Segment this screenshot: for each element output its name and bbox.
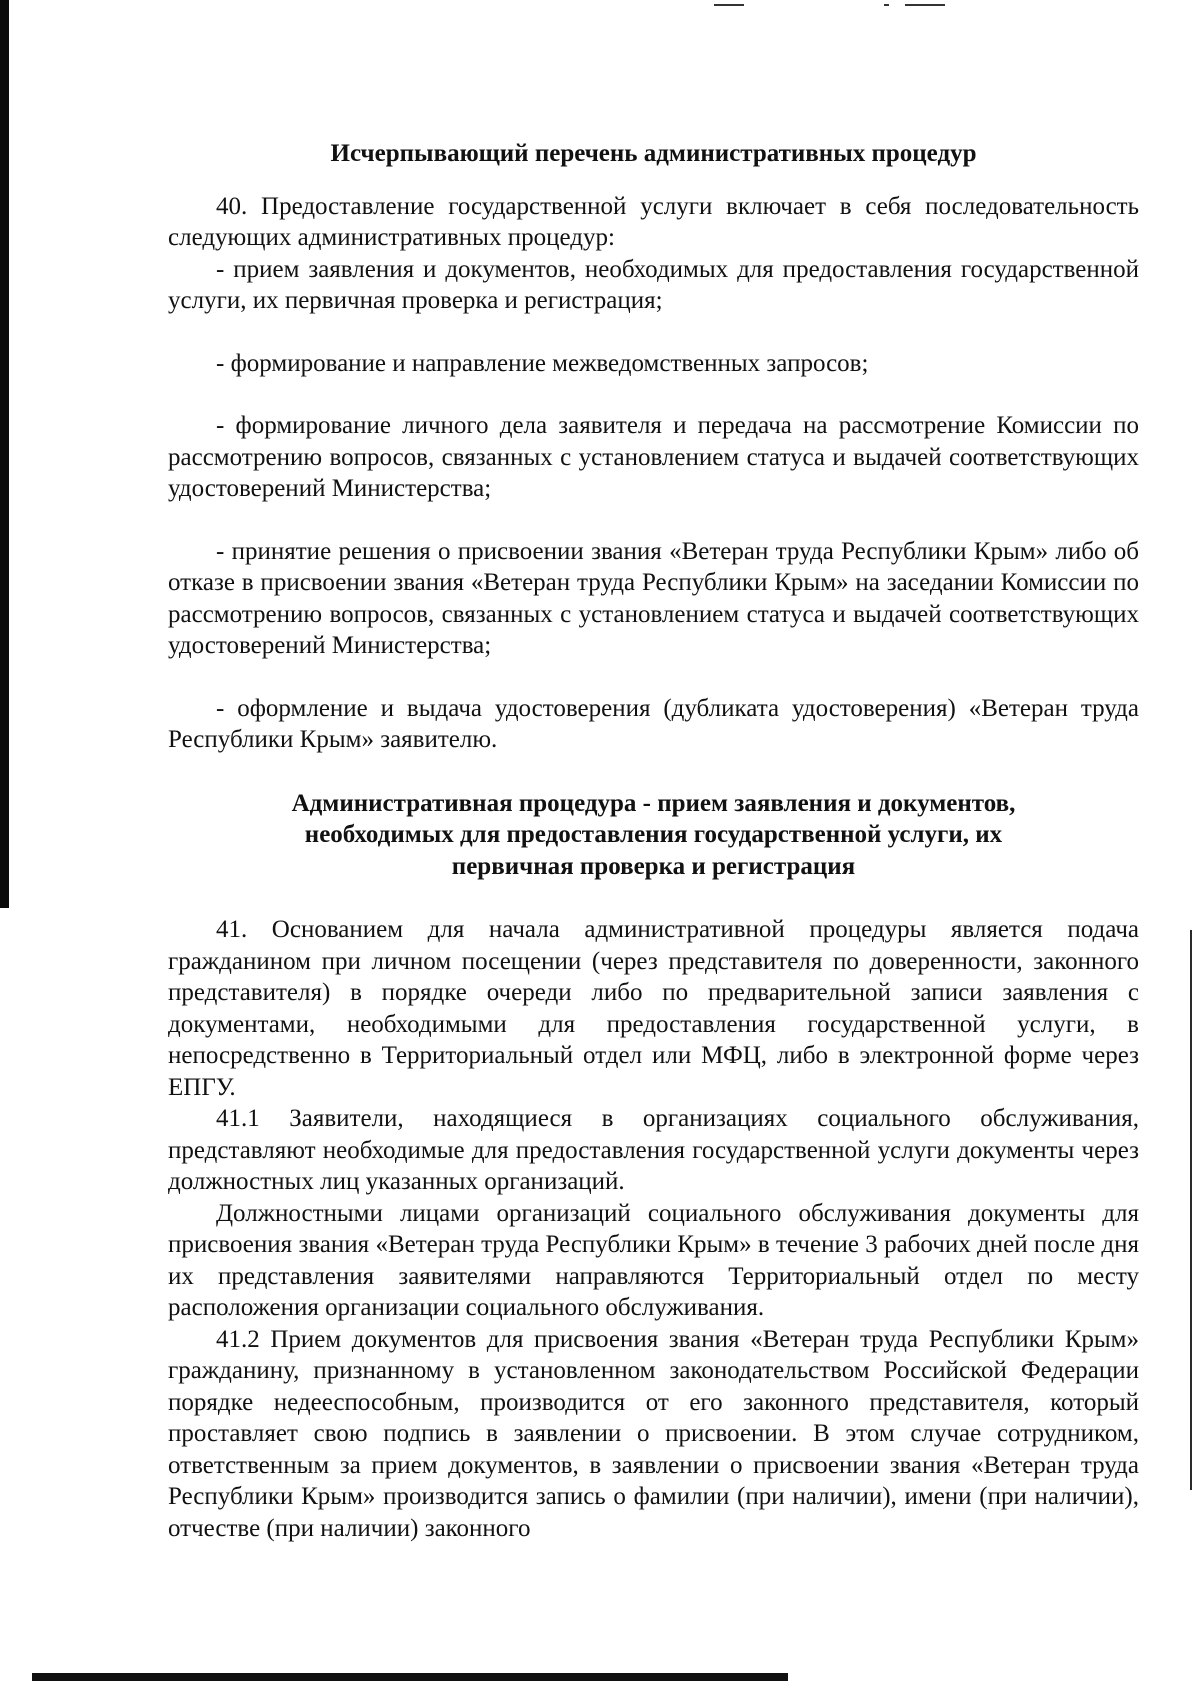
list-item: - оформление и выдача удостоверения (дубликата удостоверения) «Ветеран труда Республики Крым» заявителю.	[168, 694, 1139, 753]
paragraph-41-2: 41.2 Прием документов для присвоения звания «Ветеран труда Республики Крым» гражданину, признанному в установленном законодательством Российской Федерации порядке недееспособным, производится от его законного представителя, который проставляет свою подпись в заявлении о присвоении. В этом случае сотрудником, ответственным за прием документов, в заявлении о присвоении звания «Ветеран труда Республики Крым» производится запись о фамилии (при наличии), имени (при наличии), отчестве (при наличии) законного	[168, 1325, 1139, 1542]
scan-mark	[884, 4, 889, 6]
subsection-heading: Административная процедура - прием заявления и документов, необходимых для предоставления государственной услуги, их первичная проверка и регистрация	[291, 789, 1016, 880]
list-item: - формирование личного дела заявителя и передача на рассмотрение Комиссии по рассмотрению вопросов, связанных с установлением статуса и выдачей соответствующих удостоверений Министерства;	[168, 412, 1139, 502]
paragraph-40: 40. Предоставление государственной услуги включает в себя последовательность следующих административных процедур:	[168, 192, 1139, 251]
document-body	[168, 138, 1139, 1544]
list-item: - прием заявления и документов, необходимых для предоставления государственной услуги, их первичная проверка и регистрация;	[168, 255, 1139, 314]
scan-mark	[714, 4, 744, 6]
paragraph-41-1: 41.1 Заявители, находящиеся в организациях социального обслуживания, представляют необходимые для предоставления государственной услуги документы через должностных лиц указанных организаций.	[168, 1105, 1139, 1195]
scan-mark	[905, 4, 945, 6]
paragraph-41: 41. Основанием для начала административной процедуры является подача гражданином при личном посещении (через представителя по доверенности, законного представителя) в порядке очереди либо по предварительной записи заявления с документами, необходимыми для предоставления государственной услуги, в непосредственно в Территориальный отдел или МФЦ, либо в электронной форме через ЕПГУ.	[168, 916, 1139, 1101]
scan-edge-bottom	[32, 1673, 788, 1681]
list-item: - формирование и направление межведомственных запросов;	[216, 349, 869, 377]
list-item: - принятие решения о присвоении звания «Ветеран труда Республики Крым» либо об отказе в присвоении звания «Ветеран труда Республики Крым» на заседании Комиссии по рассмотрению вопросов, связанных с установлением статуса и выдачей соответствующих удостоверений Министерства;	[168, 537, 1139, 659]
scan-edge-left	[0, 0, 9, 908]
section-heading: Исчерпывающий перечень административных процедур	[330, 140, 977, 167]
paragraph-41-1-continued: Должностными лицами организаций социального обслуживания документы для присвоения звания «Ветеран труда Республики Крым» в течение 3 рабочих дней после дня их представления заявителями направляются Территориальный отдел по месту расположения организации социального обслуживания.	[168, 1199, 1139, 1321]
scan-edge-right	[1190, 930, 1192, 1490]
